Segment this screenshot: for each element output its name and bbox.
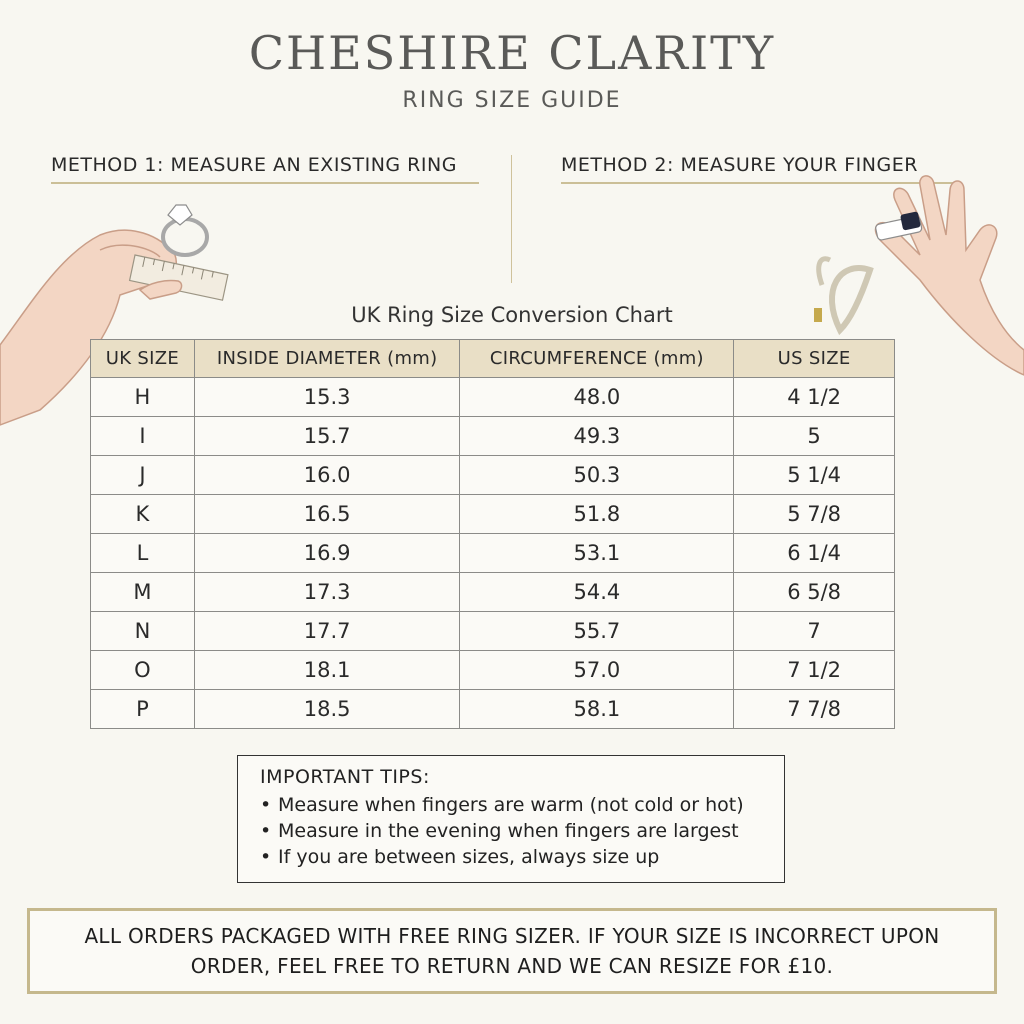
cell-inside-diameter: 15.7 (194, 417, 460, 456)
bullet-icon: • (260, 820, 272, 842)
tip-text: Measure in the evening when fingers are largest (278, 820, 739, 842)
cell-circumference: 57.0 (460, 651, 734, 690)
cell-uk-size: O (91, 651, 195, 690)
cell-circumference: 50.3 (460, 456, 734, 495)
cell-us-size: 7 7/8 (734, 690, 895, 729)
cell-circumference: 48.0 (460, 378, 734, 417)
cell-us-size: 7 1/2 (734, 651, 895, 690)
cell-us-size: 7 (734, 612, 895, 651)
cell-inside-diameter: 16.5 (194, 495, 460, 534)
table-row (91, 573, 895, 612)
cell-circumference: 53.1 (460, 534, 734, 573)
cell-uk-size: L (91, 534, 195, 573)
list-item (260, 844, 784, 870)
cell-us-size: 6 1/4 (734, 534, 895, 573)
cell-inside-diameter: 15.3 (194, 378, 460, 417)
brand-title: CHESHIRE CLARITY (248, 26, 776, 80)
table-row (91, 534, 895, 573)
header-uk-size: UK SIZE (91, 340, 195, 378)
cell-us-size: 6 5/8 (734, 573, 895, 612)
bullet-icon: • (260, 794, 272, 816)
ring-size-table (90, 339, 895, 729)
cell-uk-size: N (91, 612, 195, 651)
list-item (260, 792, 784, 818)
cell-inside-diameter: 16.0 (194, 456, 460, 495)
cell-circumference: 54.4 (460, 573, 734, 612)
vertical-divider (511, 155, 512, 283)
cell-uk-size: H (91, 378, 195, 417)
cell-us-size: 4 1/2 (734, 378, 895, 417)
cell-inside-diameter: 17.7 (194, 612, 460, 651)
header-us-size: US SIZE (734, 340, 895, 378)
cell-circumference: 51.8 (460, 495, 734, 534)
header-inside-diameter: INSIDE DIAMETER (mm) (194, 340, 460, 378)
method-2-heading: METHOD 2: MEASURE YOUR FINGER (561, 154, 955, 184)
table-row (91, 495, 895, 534)
cell-inside-diameter: 17.3 (194, 573, 460, 612)
cell-circumference: 58.1 (460, 690, 734, 729)
tip-text: If you are between sizes, always size up (278, 846, 660, 868)
tips-heading: IMPORTANT TIPS: (260, 766, 430, 788)
table-row (91, 378, 895, 417)
cell-us-size: 5 (734, 417, 895, 456)
cell-inside-diameter: 16.9 (194, 534, 460, 573)
cell-uk-size: I (91, 417, 195, 456)
table-header-row (91, 340, 895, 378)
table-row (91, 612, 895, 651)
cell-uk-size: P (91, 690, 195, 729)
table-row (91, 690, 895, 729)
tip-text: Measure when fingers are warm (not cold or hot) (278, 794, 744, 816)
table-row (91, 417, 895, 456)
list-item (260, 818, 784, 844)
table-row (91, 651, 895, 690)
banner-text: ALL ORDERS PACKAGED WITH FREE RING SIZER. IF YOUR SIZE IS INCORRECT UPON ORDER, FEEL FREE TO RETURN AND WE CAN RESIZE FOR £10. (84, 924, 940, 978)
orders-banner (27, 908, 997, 994)
cell-us-size: 5 1/4 (734, 456, 895, 495)
tips-list (260, 792, 784, 870)
cell-circumference: 55.7 (460, 612, 734, 651)
cell-inside-diameter: 18.5 (194, 690, 460, 729)
table-row (91, 456, 895, 495)
cell-uk-size: M (91, 573, 195, 612)
cell-inside-diameter: 18.1 (194, 651, 460, 690)
important-tips-box (237, 755, 785, 883)
cell-us-size: 5 7/8 (734, 495, 895, 534)
cell-uk-size: K (91, 495, 195, 534)
method-1-heading: METHOD 1: MEASURE AN EXISTING RING (51, 154, 479, 184)
cell-circumference: 49.3 (460, 417, 734, 456)
bullet-icon: • (260, 846, 272, 868)
page-subtitle: RING SIZE GUIDE (402, 88, 622, 113)
header-circumference: CIRCUMFERENCE (mm) (460, 340, 734, 378)
chart-title: UK Ring Size Conversion Chart (351, 303, 673, 327)
cell-uk-size: J (91, 456, 195, 495)
